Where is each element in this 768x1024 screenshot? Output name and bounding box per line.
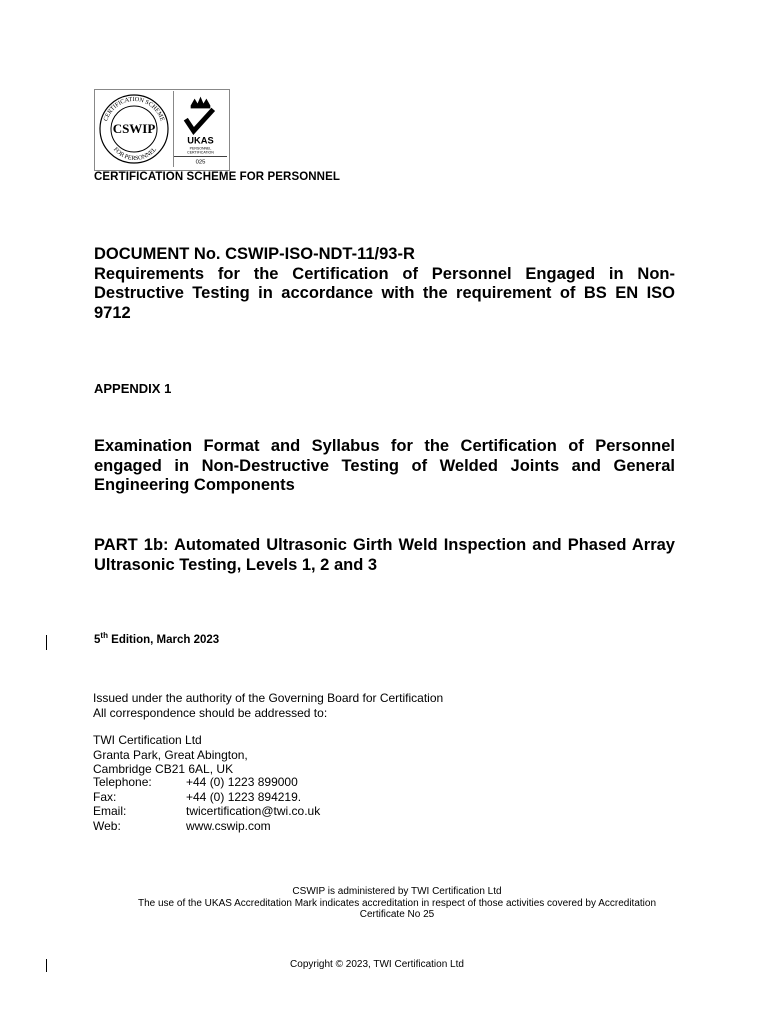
ukas-sub-certification: CERTIFICATION [187,150,214,155]
svg-text:CERTIFICATION SCHEME [102,96,166,122]
contact-details [93,775,320,833]
edition-line [94,631,220,646]
contact-label: Telephone: [93,775,152,789]
cswip-logo-text: CSWIP [112,121,156,136]
issued-line-1: Issued under the authority of the Governing Board for Certification [93,691,444,705]
ukas-accreditation-mark [173,91,227,167]
document-heading [94,245,675,323]
tick-icon [186,109,213,131]
examination-title: Examination Format and Syllabus for the Certification of Personnel engaged in Non-Destructive Testing of Welded Joints and General Engineering Components [94,437,675,494]
admin-note-line-3: Certificate No 25 [359,909,435,920]
ukas-text: UKAS [187,135,214,146]
ukas-sub-personnel: PERSONNEL [189,146,212,151]
document-number: DOCUMENT No. CSWIP-ISO-NDT-11/93-R [94,245,415,263]
administration-note [80,886,714,921]
logo-block [94,89,230,171]
contact-row-fax [93,790,320,805]
contact-label: Email: [93,804,127,818]
issued-line-2: All correspondence should be addressed to: [93,705,328,720]
copyright-notice: Copyright © 2023, TWI Certification Ltd [290,959,464,970]
part-title: PART 1b: Automated Ultrasonic Girth Weld Inspection and Phased Array Ultrasonic Testing, Levels 1, 2 and 3 [94,536,675,574]
contact-value: +44 (0) 1223 894219. [186,789,302,804]
appendix-label: APPENDIX 1 [94,381,172,396]
issued-statement [93,691,443,720]
revision-change-bar [46,959,47,972]
crown-icon [191,97,211,109]
contact-label: Web: [93,818,121,833]
edition-number: 5 [94,634,101,646]
seal-ring-top-text: CERTIFICATION SCHEME [102,95,166,123]
address-line-1: TWI Certification Ltd [93,733,202,747]
email-value[interactable]: twicertification@twi.co.uk [186,804,321,818]
edition-text: Edition, March 2023 [107,634,220,646]
certification-scheme-line: CERTIFICATION SCHEME FOR PERSONNEL [94,171,340,183]
contact-row-telephone [93,775,320,790]
postal-address [93,733,248,777]
contact-value: +44 (0) 1223 899000 [186,775,298,789]
web-value[interactable]: www.cswip.com [186,818,271,833]
revision-change-bar [46,635,47,650]
contact-row-web [93,819,320,834]
admin-note-line-2: The use of the UKAS Accreditation Mark indicates accreditation in respect of those activities covered by Accreditation [137,897,657,909]
address-line-2: Granta Park, Great Abington, [93,747,248,762]
cswip-seal-logo [96,91,173,167]
contact-label: Fax: [93,789,117,804]
edition-suffix: th [100,631,108,641]
admin-note-line-1: CSWIP is administered by TWI Certification Ltd [292,886,502,897]
contact-row-email [93,804,320,819]
document-title: Requirements for the Certification of Personnel Engaged in Non-Destructive Testing in accordance with the requirement of BS EN ISO 9712 [94,264,675,322]
address-line-3: Cambridge CB21 6AL, UK [93,762,234,776]
ukas-number: 025 [195,159,206,166]
seal-ring-bottom-text: FOR PERSONNEL [111,146,159,163]
